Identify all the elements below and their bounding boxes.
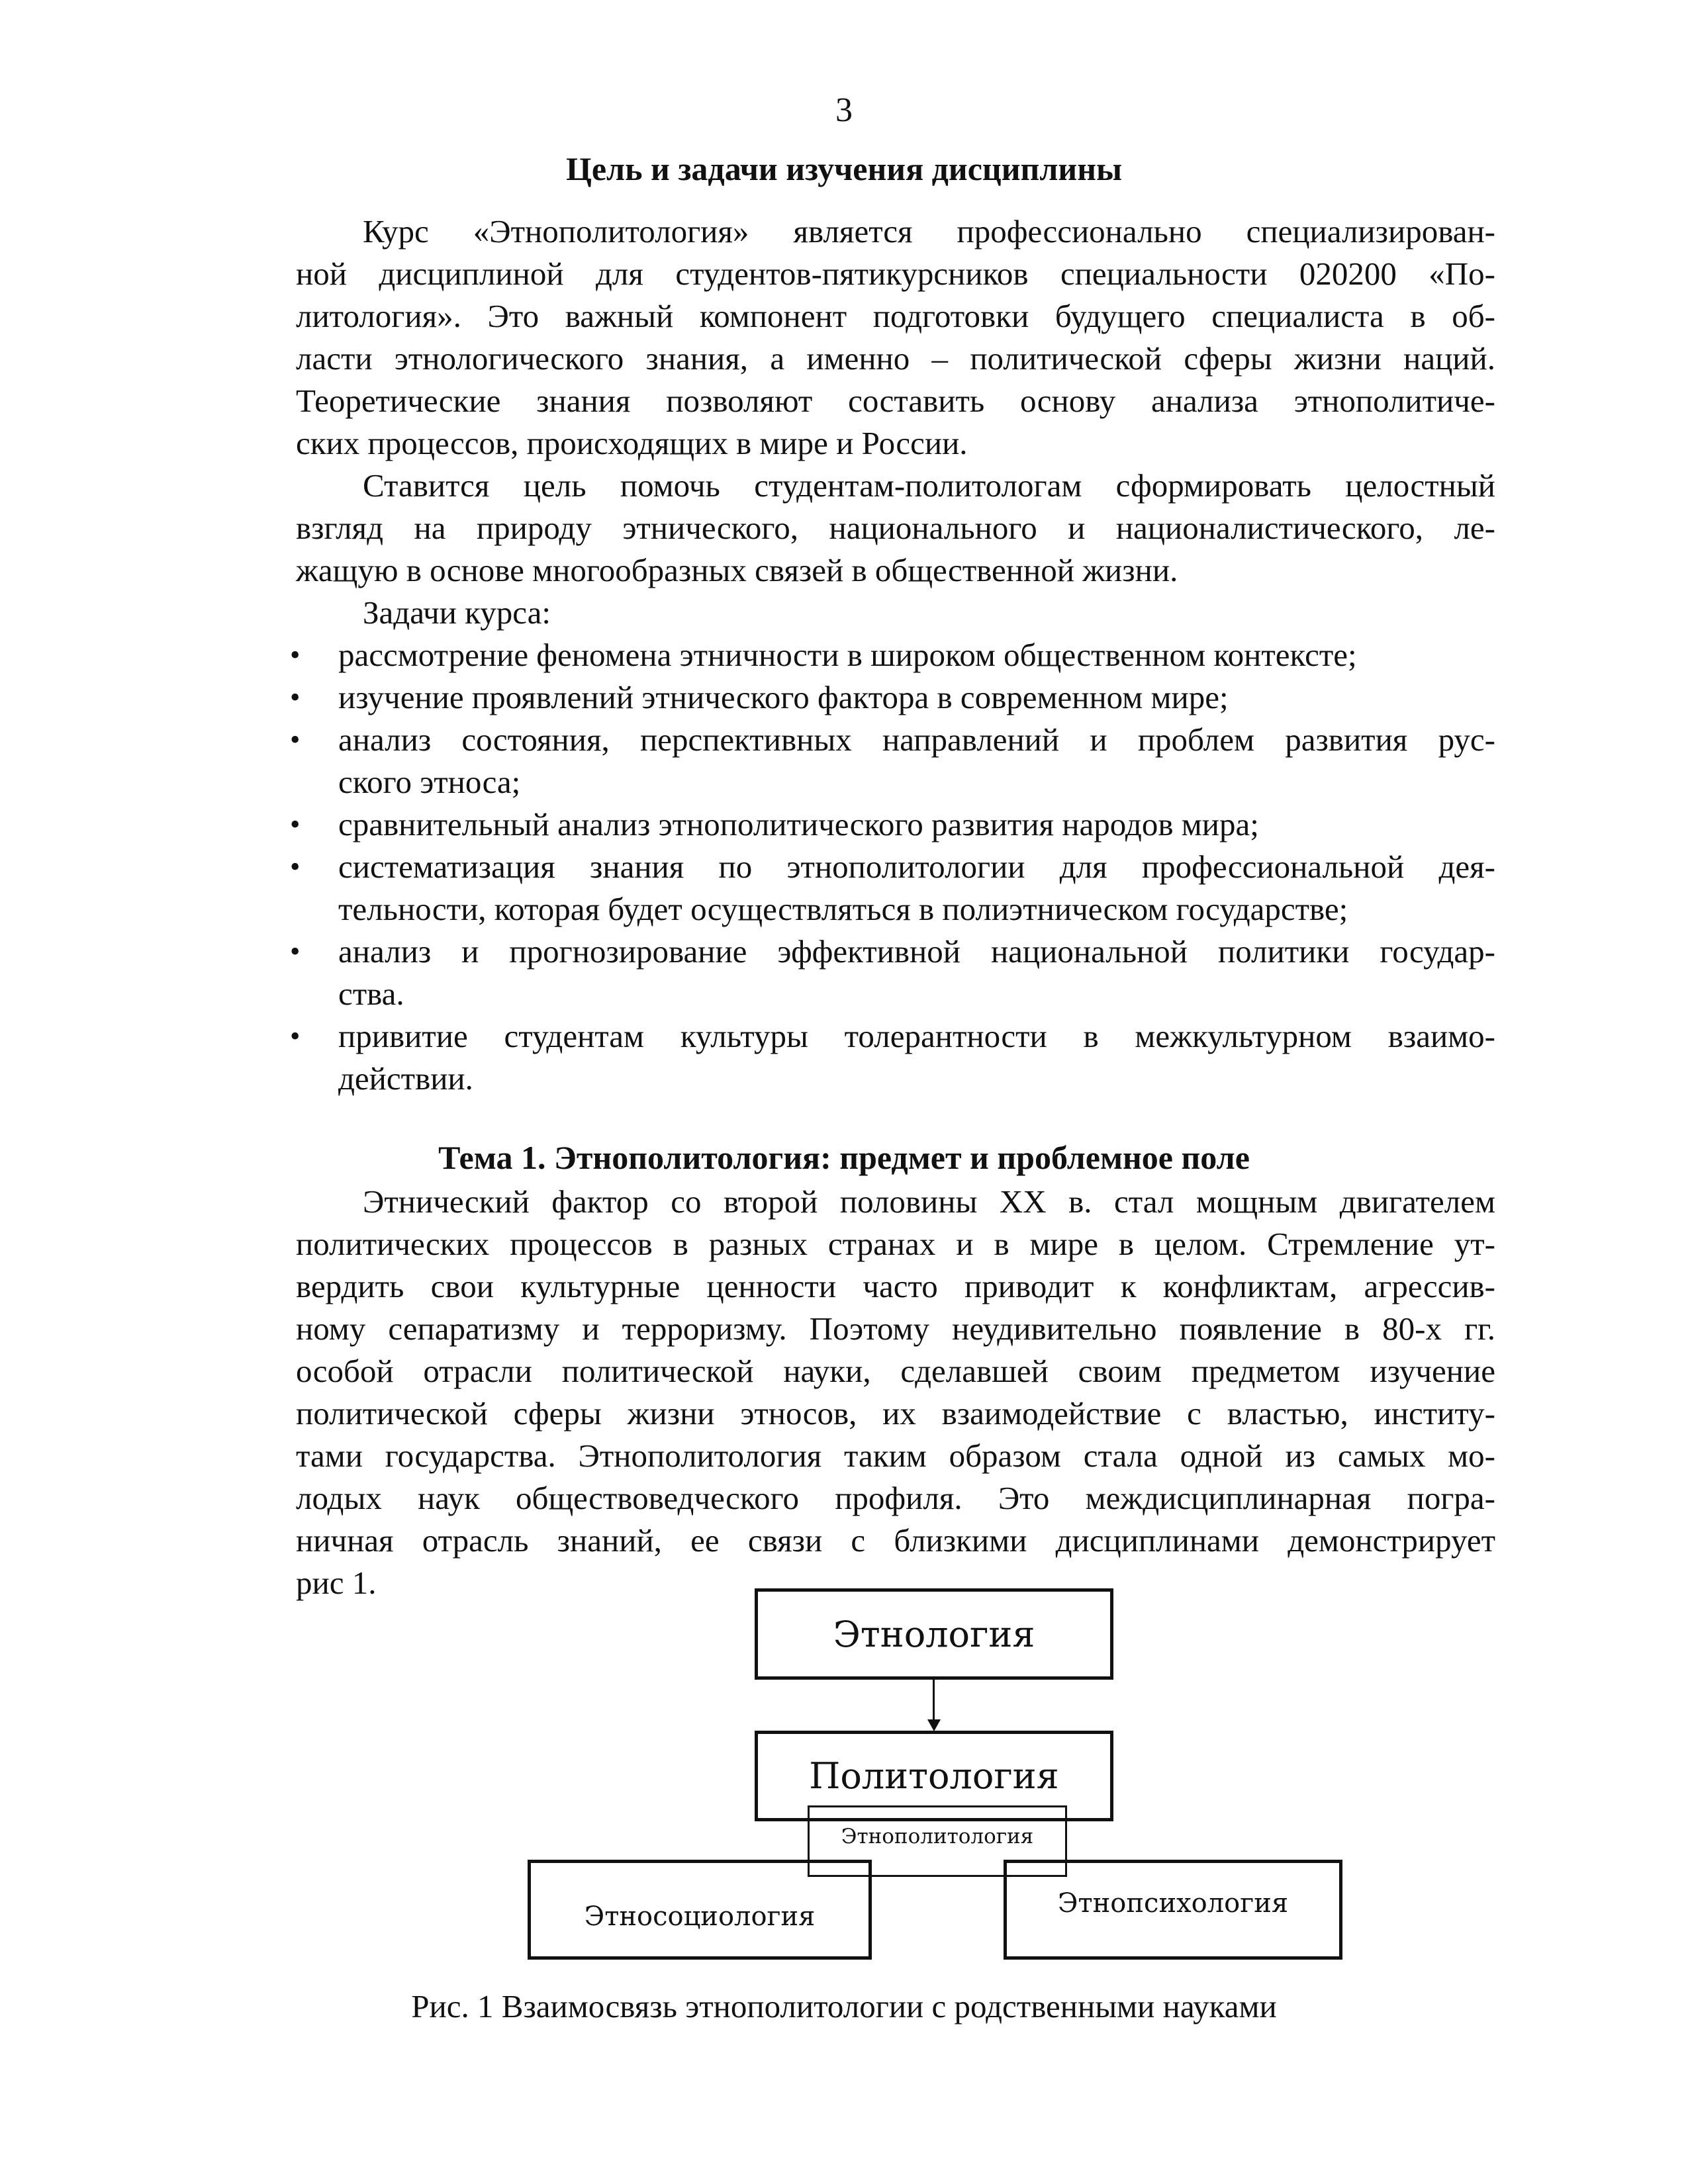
bullet-text: сравнительный анализ этнополитического развития народов мира; bbox=[338, 806, 1259, 842]
bullet-text: анализ состояния, перспективных направлений и проблем развития рус- bbox=[338, 721, 1495, 758]
para1-line: литология». Это важный компонент подготовки будущего специалиста в об- bbox=[296, 298, 1495, 334]
diagram-box-ethnosociology: Этносоциология bbox=[528, 1860, 872, 1960]
topic1-line: политической сферы жизни этносов, их взаимодействие с властью, институ- bbox=[296, 1395, 1495, 1432]
topic1-line: ному сепаратизму и терроризму. Поэтому неудивительно появление в 80-х гг. bbox=[296, 1310, 1495, 1347]
para1-line: Теоретические знания позволяют составить основу анализа этнополитиче- bbox=[296, 383, 1495, 419]
para1-line: ной дисциплиной для студентов-пятикурсников специальности 020200 «По- bbox=[296, 255, 1495, 292]
topic1-line: тами государства. Этнополитология таким образом стала одной из самых мо- bbox=[296, 1437, 1495, 1474]
bullet-marker: • bbox=[290, 723, 301, 756]
bullet-text: ского этноса; bbox=[338, 764, 521, 800]
para1-line: ских процессов, происходящих в мире и России. bbox=[296, 425, 968, 461]
bullet-text: действии. bbox=[338, 1060, 473, 1097]
bullet-marker: • bbox=[290, 935, 301, 968]
bullet-text: анализ и прогнозирование эффективной национальной политики государ- bbox=[338, 933, 1495, 970]
diagram-arrow-head bbox=[927, 1719, 941, 1731]
para2-line: взгляд на природу этнического, национального и националистического, ле- bbox=[296, 510, 1495, 546]
bullet-text: изучение проявлений этнического фактора в современном мире; bbox=[338, 679, 1229, 715]
bullet-text: привитие студентам культуры толерантности в межкультурном взаимо- bbox=[338, 1018, 1495, 1054]
para1-line: Курс «Этнополитология» является профессионально специализирован- bbox=[363, 213, 1495, 250]
section-heading-topic1: Тема 1. Этнополитология: предмет и проблемное поле bbox=[438, 1139, 1250, 1176]
topic1-line: особой отрасли политической науки, сделавшей своим предметом изучение bbox=[296, 1353, 1495, 1389]
bullet-marker: • bbox=[290, 1020, 301, 1052]
diagram-box-ethnopolitology: Этнополитология bbox=[808, 1805, 1067, 1877]
bullet-text: тельности, которая будет осуществляться в полиэтническом государстве; bbox=[338, 891, 1348, 927]
topic1-line: Этнический фактор со второй половины XX в. стал мощным двигателем bbox=[363, 1183, 1495, 1220]
diagram-box-politology: Политология bbox=[755, 1731, 1113, 1821]
para2-line: жащую в основе многообразных связей в общественной жизни. bbox=[296, 552, 1178, 588]
topic1-line: лодых наук обществоведческого профиля. Это междисциплинарная погра- bbox=[296, 1480, 1495, 1516]
para2-line: Ставится цель помочь студентам-политологам сформировать целостный bbox=[363, 467, 1495, 504]
figure-caption: Рис. 1 Взаимосвязь этнополитологии с родственными науками bbox=[411, 1988, 1277, 2025]
diagram-box-ethnopsychology: Этнопсихология bbox=[1004, 1860, 1342, 1960]
topic1-line: политических процессов в разных странах и в мире в целом. Стремление ут- bbox=[296, 1226, 1495, 1262]
bullet-marker: • bbox=[290, 808, 301, 841]
bullet-text: рассмотрение феномена этничности в широком общественном контексте; bbox=[338, 637, 1357, 673]
tasks-label: Задачи курса: bbox=[363, 594, 551, 631]
para1-line: ласти этнологического знания, а именно – политической сферы жизни наций. bbox=[296, 340, 1495, 377]
bullet-text: систематизация знания по этнополитологии для профессиональной дея- bbox=[338, 848, 1495, 885]
bullet-text: ства. bbox=[338, 976, 404, 1012]
topic1-line: рис 1. bbox=[296, 1565, 377, 1601]
diagram-box-ethnology: Этнология bbox=[755, 1588, 1113, 1680]
bullet-marker: • bbox=[290, 639, 301, 671]
topic1-line: ничная отрасль знаний, ее связи с близкими дисциплинами демонстрирует bbox=[296, 1522, 1495, 1559]
bullet-marker: • bbox=[290, 850, 301, 883]
bullet-marker: • bbox=[290, 681, 301, 713]
page-number: 3 bbox=[835, 91, 853, 129]
diagram-arrow-line bbox=[933, 1680, 935, 1722]
topic1-line: вердить свои культурные ценности часто приводит к конфликтам, агрессив- bbox=[296, 1268, 1495, 1304]
section-heading-goals: Цель и задачи изучения дисциплины bbox=[565, 150, 1123, 187]
